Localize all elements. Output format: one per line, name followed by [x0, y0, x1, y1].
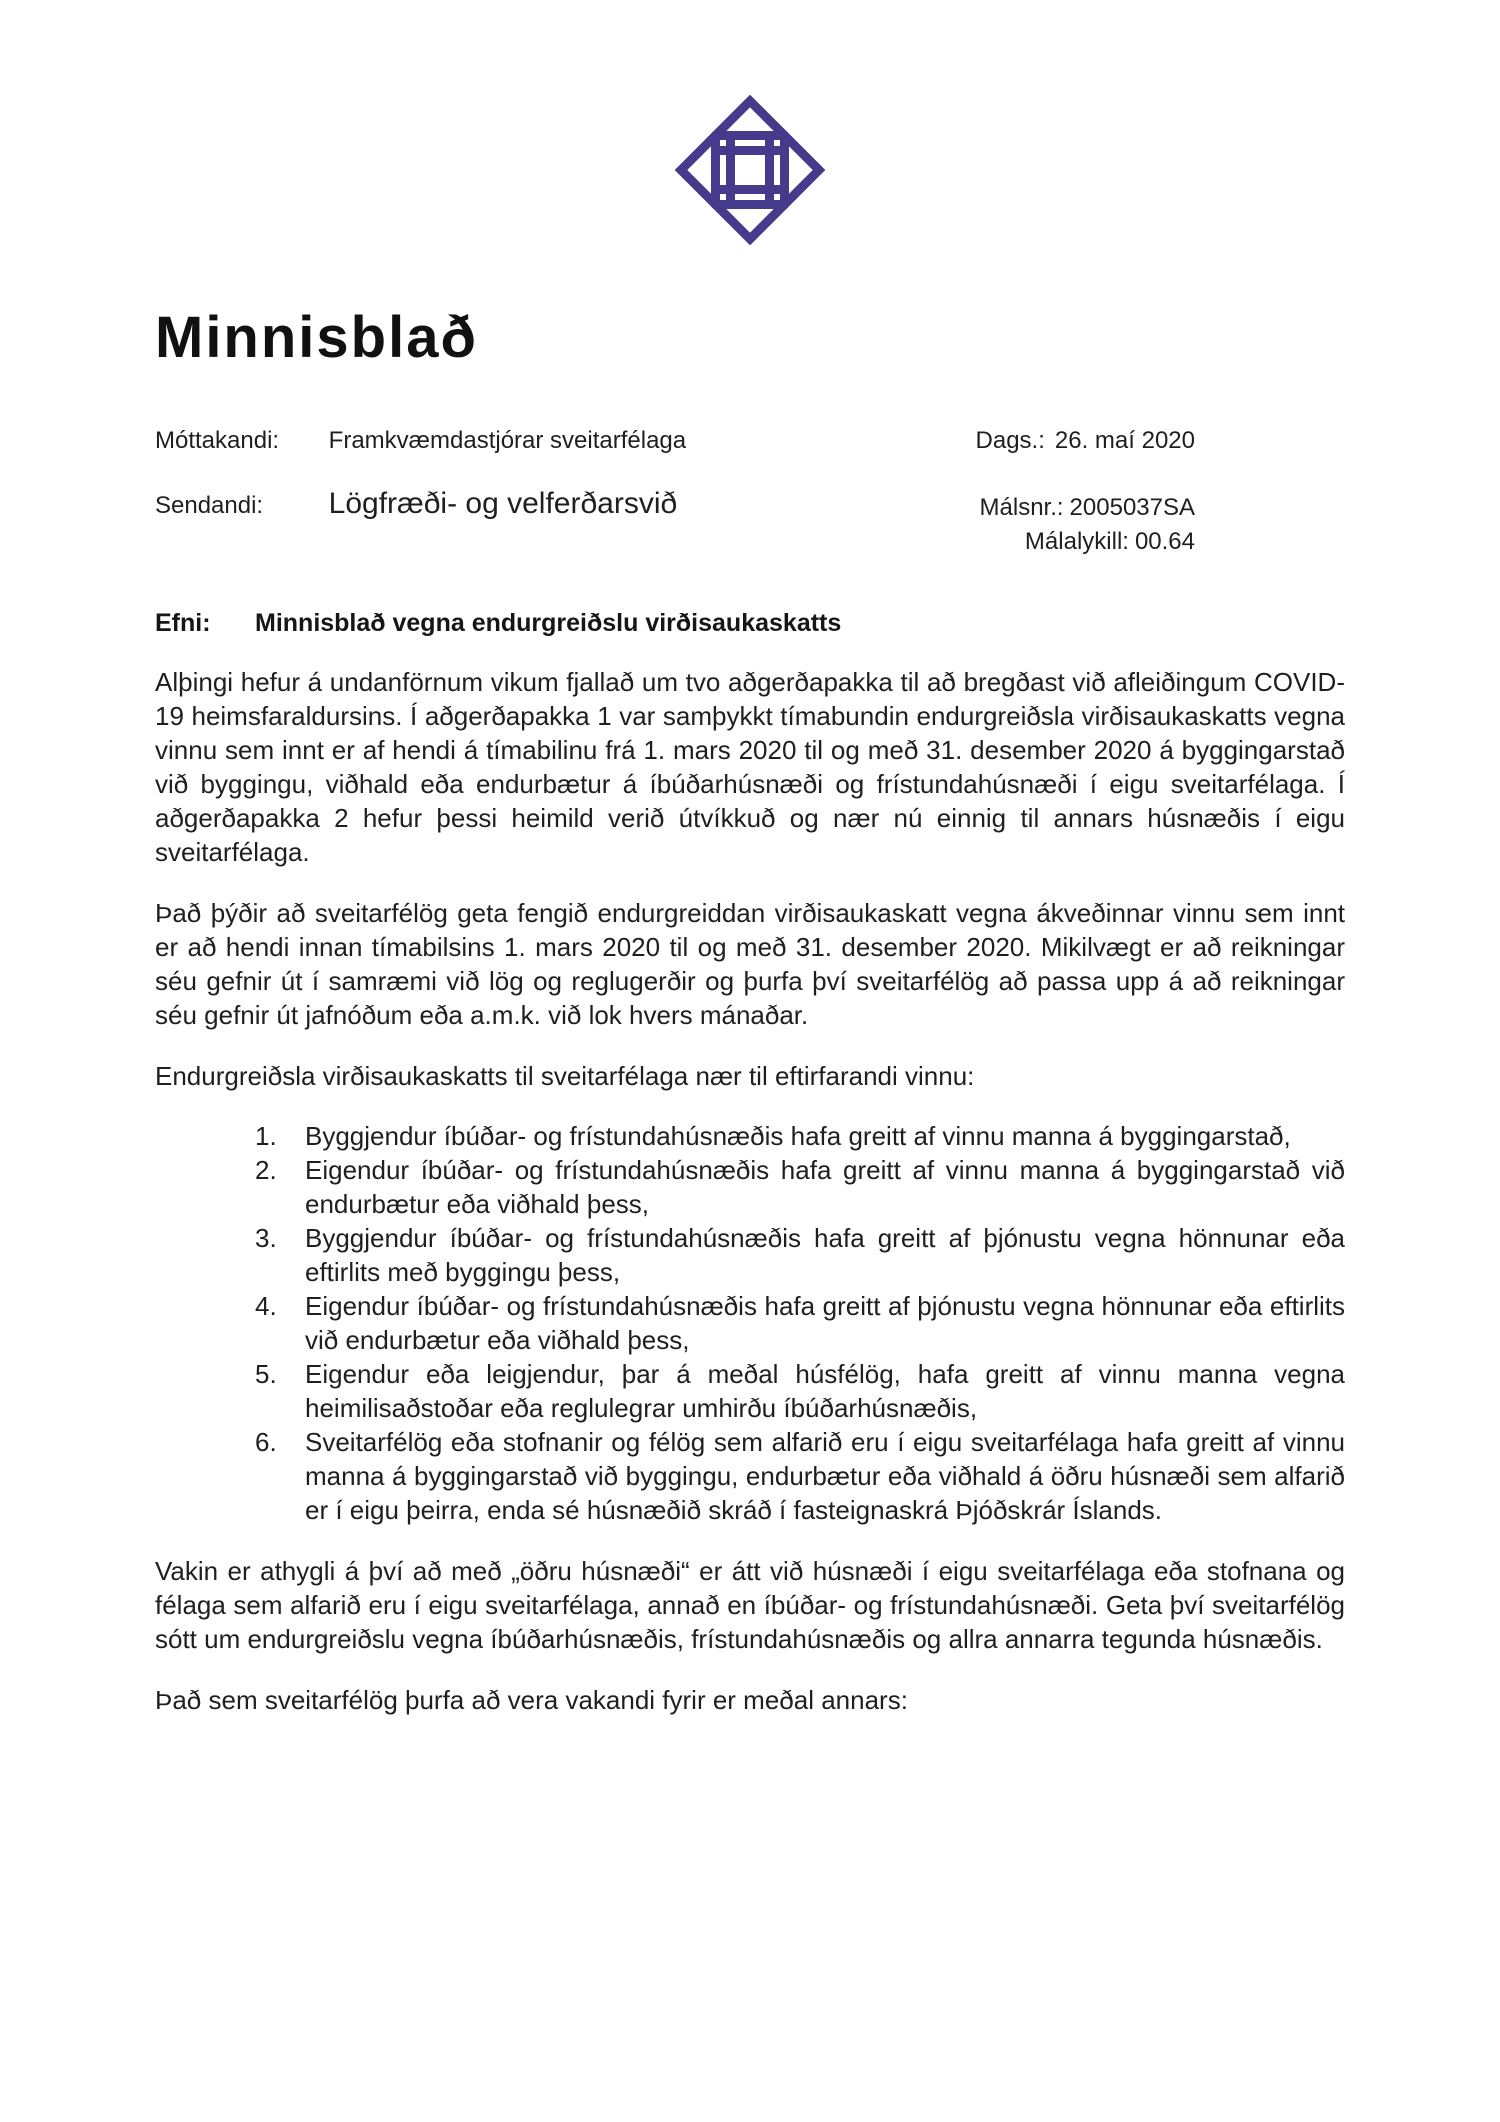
memo-metadata [155, 427, 1345, 569]
list-item-number: 4. [255, 1291, 277, 1321]
list-item-number: 5. [255, 1359, 277, 1389]
list-item-number: 2. [255, 1155, 277, 1185]
list-item [155, 1153, 1345, 1221]
list-item-text: Eigendur eða leigjendur, þar á meðal húsfélög, hafa greitt af vinnu manna vegna heimilisaðstoðar eða reglulegrar umhirðu íbúðarhúsnæðis, [305, 1359, 1345, 1423]
list-item-text: Eigendur íbúðar- og frístundahúsnæðis hafa greitt af þjónustu vegna hönnunar eða eftirlits við endurbætur eða viðhald þess, [305, 1291, 1345, 1355]
paragraph: Vakin er athygli á því að með „öðru húsnæði“ er átt við húsnæði í eigu sveitarfélaga eða stofnana og félaga sem alfarið eru í eigu sveitarfélaga, annað en íbúðar- og frístundahúsnæði. Geta því sveitarfélög sótt um endurgreiðslu vegna íbúðarhúsnæðis, frístundahúsnæðis og allra annarra tegunda húsnæðis. [155, 1556, 1345, 1654]
case-key-label: Málalykill: [1024, 528, 1129, 555]
case-number-row [976, 491, 1195, 525]
list-intro: Endurgreiðsla virðisaukaskatts til sveitarfélaga nær til eftirfarandi vinnu: [155, 1061, 975, 1091]
date-value: 26. maí 2020 [1054, 427, 1195, 454]
list-item-text: Byggjendur íbúðar- og frístundahúsnæðis hafa greitt af vinnu manna á byggingarstað, [305, 1121, 1291, 1151]
date-label: Dags.: [975, 427, 1045, 454]
organization-logo-icon [675, 95, 825, 245]
case-number-label: Málsnr.: [979, 494, 1064, 521]
recipient-row [155, 427, 686, 455]
date-row [976, 427, 1195, 455]
list-item [155, 1357, 1345, 1425]
recipient-value: Framkvæmdastjórar sveitarfélaga [328, 427, 687, 454]
list-item [155, 1221, 1345, 1289]
subject-label: Efni: [155, 609, 211, 637]
subject-text: Minnisblað vegna endurgreiðslu virðisaukaskatts [255, 609, 842, 637]
list-item-number: 3. [255, 1223, 277, 1253]
list-item [155, 1289, 1345, 1357]
sender-row [155, 487, 677, 521]
list-item [155, 1425, 1345, 1527]
numbered-list [155, 1119, 1345, 1527]
memo-title: Minnisblað [155, 305, 478, 370]
sender-value: Lögfræði- og velferðarsvið [328, 487, 678, 520]
list-item-text: Byggjendur íbúðar- og frístundahúsnæðis hafa greitt af þjónustu vegna hönnunar eða eftirlits með byggingu þess, [305, 1223, 1345, 1287]
logo-strokes [681, 101, 819, 239]
list-item-text: Eigendur íbúðar- og frístundahúsnæðis hafa greitt af vinnu manna á byggingarstað við endurbætur eða viðhald þess, [305, 1155, 1345, 1219]
list-item [155, 1119, 1345, 1153]
sender-label: Sendandi: [155, 492, 264, 519]
case-key-value: 00.64 [1134, 528, 1195, 555]
paragraph: Alþingi hefur á undanförnum vikum fjallað um tvo aðgerðapakka til að bregðast við afleiðingum COVID-19 heimsfaraldursins. Í aðgerðapakka 1 var samþykkt tímabundin endurgreiðsla virðisaukaskatts vegna vinnu sem innt er af hendi á tímabilinu frá 1. mars 2020 til og með 31. desember 2020 á byggingarstað við byggingu, viðhald eða endurbætur á íbúðarhúsnæði og frístundahúsnæði í eigu sveitarfélaga. Í aðgerðapakka 2 hefur þessi heimild verið útvíkkuð og nær nú einnig til annars húsnæðis í eigu sveitarfélaga. [155, 667, 1345, 867]
case-key-row [976, 525, 1195, 559]
subject-row [155, 609, 1345, 638]
paragraph: Það þýðir að sveitarfélög geta fengið endurgreiddan virðisaukaskatt vegna ákveðinnar vinnu sem innt er að hendi innan tímabilsins 1. mars 2020 til og með 31. desember 2020. Mikilvægt er að reikningar séu gefnir út í samræmi við lög og reglugerðir og þurfa því sveitarfélög að passa upp á að reikningar séu gefnir út jafnóðum eða a.m.k. við lok hvers mánaðar. [155, 898, 1345, 1030]
closing-line: Það sem sveitarfélög þurfa að vera vakandi fyrir er meðal annars: [155, 1685, 908, 1715]
recipient-label: Móttakandi: [155, 427, 280, 454]
list-item-text: Sveitarfélög eða stofnanir og félög sem alfarið eru í eigu sveitarfélaga hafa greitt af vinnu manna á byggingarstað við byggingu, endurbætur eða viðhald á öðru húsnæði sem alfarið er í eigu þeirra, enda sé húsnæðið skráð í fasteignaskrá Þjóðskrár Íslands. [305, 1427, 1345, 1525]
metadata-right-column [976, 427, 1195, 559]
case-number-value: 2005037SA [1069, 494, 1195, 521]
list-item-number: 1. [255, 1121, 277, 1151]
list-item-number: 6. [255, 1427, 277, 1457]
